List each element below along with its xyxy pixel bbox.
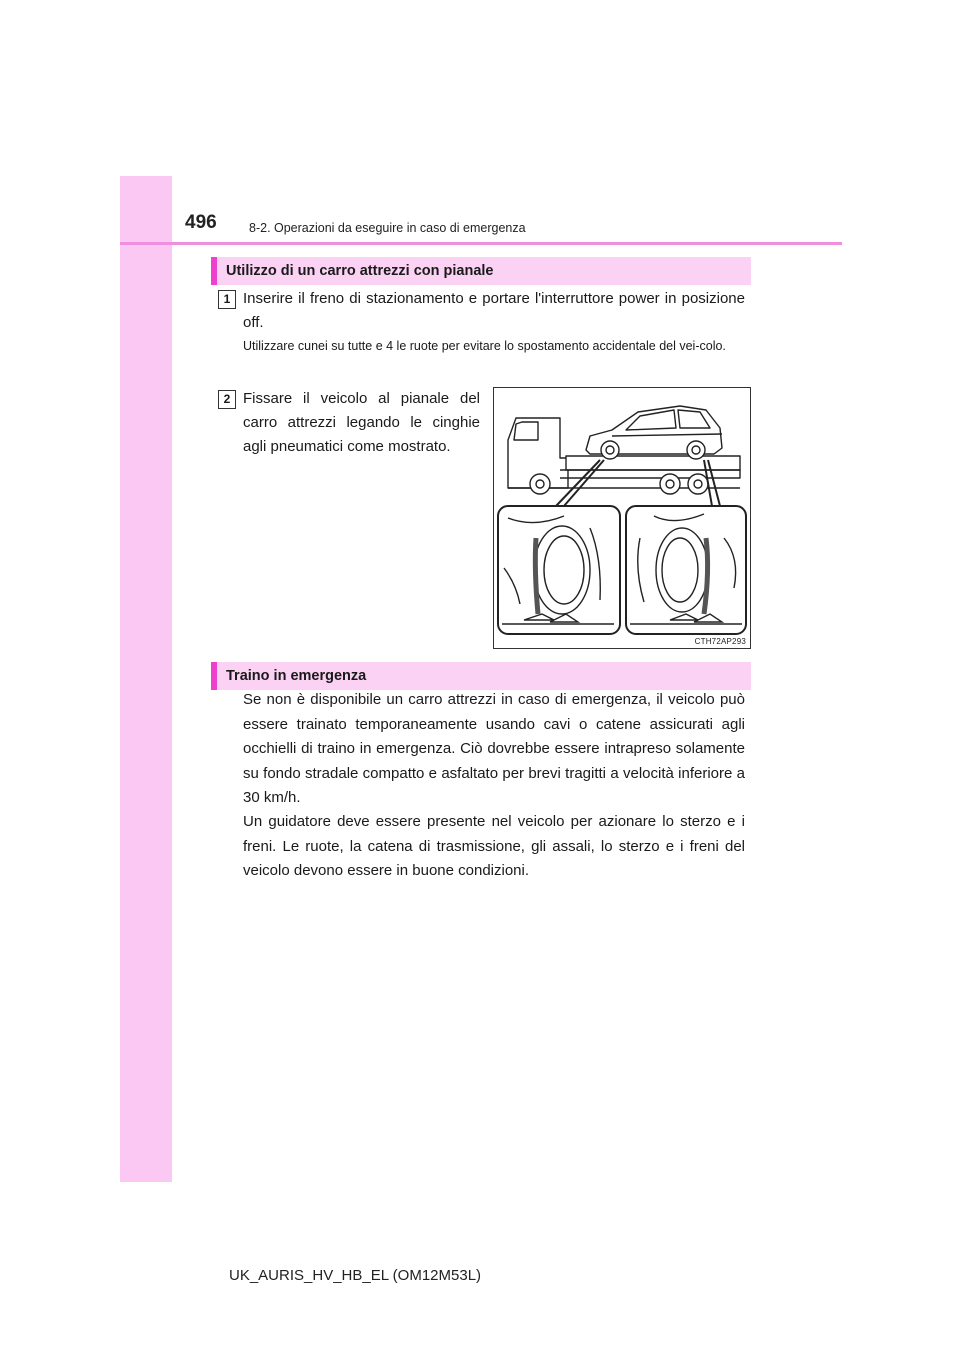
chapter-sidebar-tab	[120, 176, 172, 1182]
flatbed-truck-drawing	[494, 388, 750, 648]
breadcrumb: 8-2. Operazioni da eseguire in caso di emergenza	[249, 221, 526, 235]
figure-code: CTH72AP293	[694, 637, 746, 646]
emergency-paragraph-2: Un guidatore deve essere presente nel veicolo per azionare lo sterzo e i freni. Le ruote, la catena di trasmissione, gli assali, lo sterzo e i freni del veicolo devono essere in buone condizioni.	[243, 813, 745, 879]
page-number: 496	[185, 212, 217, 233]
emergency-paragraph-1: Se non è disponibile un carro attrezzi in caso di emergenza, il veicolo può essere trainato temporaneamente usando cavi o catene assicurati agli occhielli di traino in emergenza. Ciò dovrebbe essere intrapreso solamente su fondo stradale compatto e asfaltato per brevi tragitti a velocità inferiore a 30 km/h.	[243, 691, 745, 806]
section-heading-flatbed: Utilizzo di un carro attrezzi con pianale	[211, 257, 751, 285]
step-1-note: Utilizzare cunei su tutte e 4 le ruote per evitare lo spostamento accidentale del vei-colo.	[243, 339, 726, 353]
flatbed-tow-illustration	[493, 387, 751, 649]
step-1-text: Inserire il freno di stazionamento e portare l'interruttore power in posizione off.	[243, 290, 745, 331]
step-2-text: Fissare il veicolo al pianale del carro attrezzi legando le cinghie agli pneumatici come mostrato.	[243, 390, 480, 455]
step-number-2: 2	[218, 390, 236, 409]
step-number-1: 1	[218, 290, 236, 309]
section-heading-emergency-towing: Traino in emergenza	[211, 662, 751, 690]
document-code: UK_AURIS_HV_HB_EL (OM12M53L)	[229, 1267, 482, 1284]
header-rule	[120, 242, 842, 245]
